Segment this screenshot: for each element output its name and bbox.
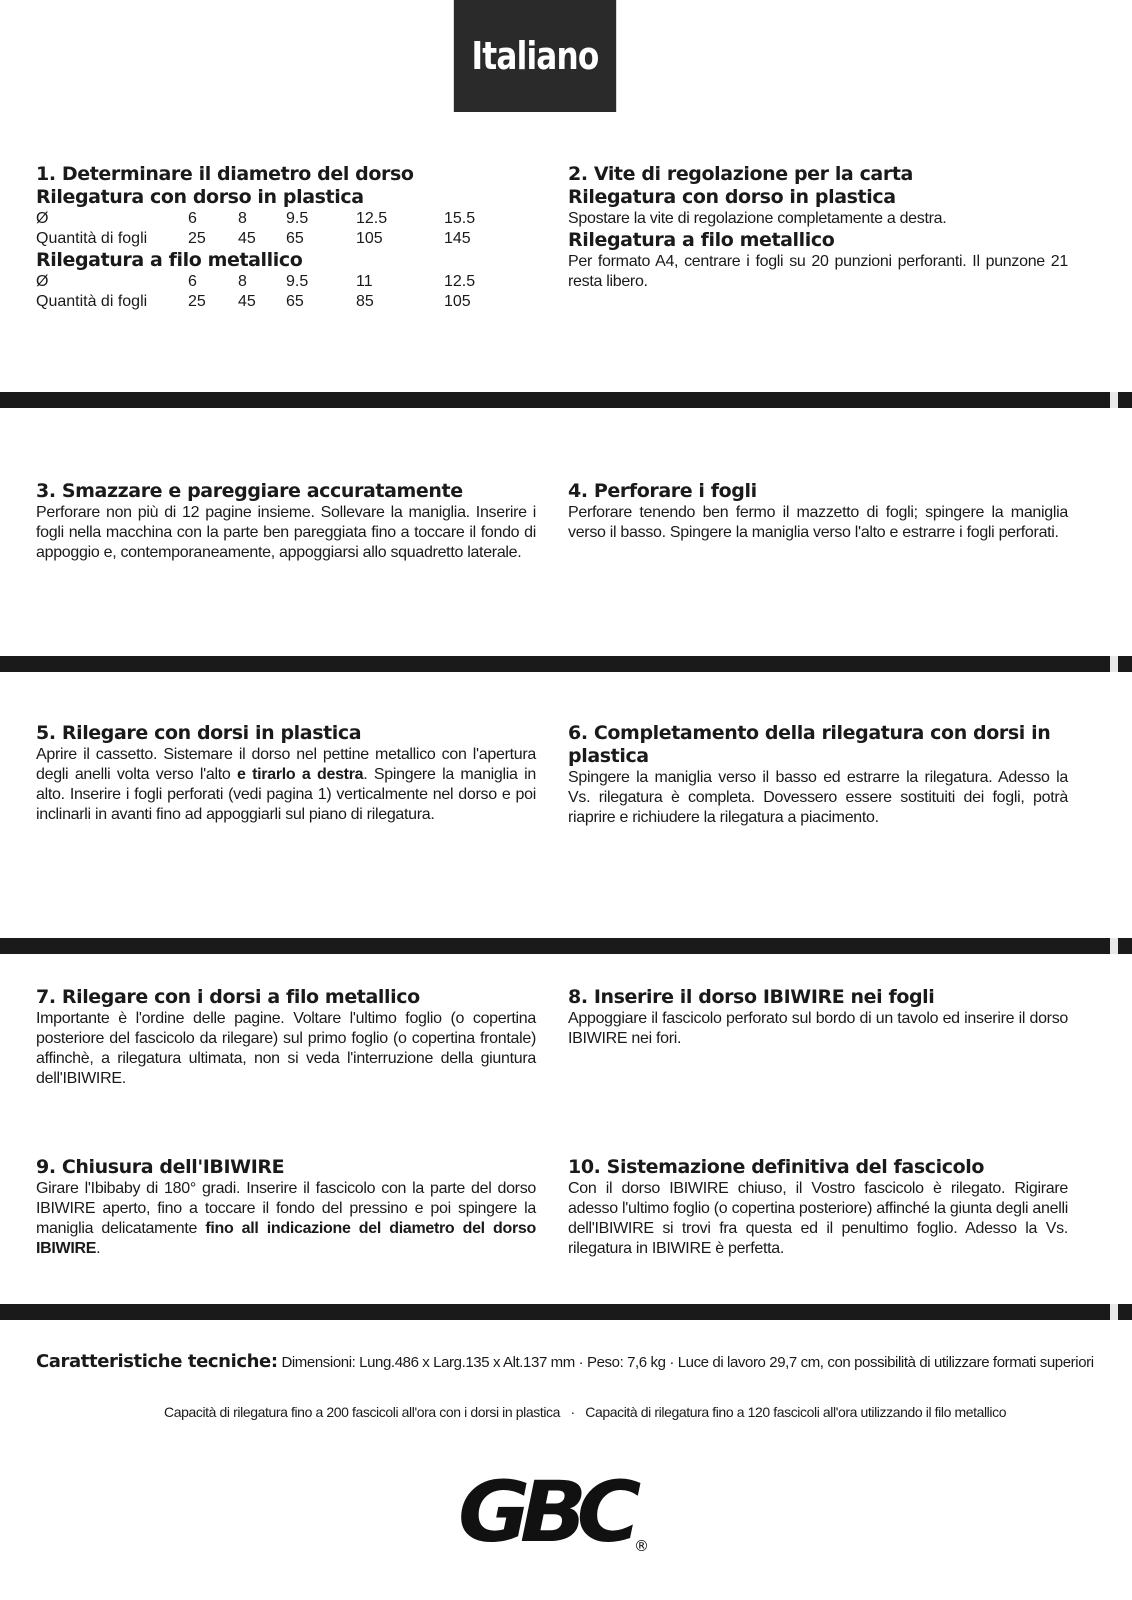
section-2 xyxy=(568,163,1068,292)
wire-spec-table xyxy=(36,272,475,312)
text-run: Aprire il cassetto. Sistemare il dorso nel pettine metallico con l'apertura degli anelli volta verso l'alto xyxy=(36,746,536,783)
tech-specs-label: Caratteristiche tecniche: xyxy=(36,1351,278,1372)
table-cell: 15.5 xyxy=(444,210,476,227)
table-cell: Quantità di fogli xyxy=(36,230,148,247)
section-3-title: 3. Smazzare e pareggiare accuratamente xyxy=(36,480,463,502)
capacity-separator: · xyxy=(570,1404,575,1420)
section-3 xyxy=(36,480,536,563)
table-cell: 12.5 xyxy=(356,210,388,227)
table-cell: 45 xyxy=(238,230,256,247)
table-cell: 105 xyxy=(444,293,471,310)
table-row xyxy=(36,229,475,249)
section-9-title: 9. Chiusura dell'IBIWIRE xyxy=(36,1156,285,1178)
capacity-line xyxy=(164,1404,1006,1420)
section-7-title: 7. Rilegare con i dorsi a filo metallico xyxy=(36,986,420,1008)
section-6-text: Spingere la maniglia verso il basso ed estrarre la rilegatura. Adesso la Vs. rilegatura è completa. Dovessero essere sostituiti dei fogli, potrà riaprire e richiudere la rilegatura a piacimento. xyxy=(568,769,1068,826)
section-9-text xyxy=(36,1179,536,1259)
table-cell: 9.5 xyxy=(286,210,309,227)
section-5-text xyxy=(36,745,536,825)
table-cell: 6 xyxy=(188,273,197,290)
table-cell: 105 xyxy=(356,230,383,247)
section-1-wire-title: Rilegatura a filo metallico xyxy=(36,249,303,271)
table-cell: 25 xyxy=(188,293,206,310)
language-banner xyxy=(454,0,616,112)
plastic-spec-table xyxy=(36,209,475,249)
section-2-wire-title: Rilegatura a filo metallico xyxy=(568,229,835,251)
table-row xyxy=(36,209,475,229)
section-3-text: Perforare non più di 12 pagine insieme. Sollevare la maniglia. Inserire i fogli nella macchina con la parte ben pareggiata fino a toccare il fondo di appoggio e, contemporaneamente, appoggiarsi allo squadretto laterale. xyxy=(36,504,536,561)
table-row xyxy=(36,272,475,292)
table-cell: 45 xyxy=(238,293,256,310)
divider xyxy=(0,392,1132,408)
section-2-title: 2. Vite di regolazione per la carta xyxy=(568,163,913,185)
section-4-text: Perforare tenendo ben fermo il mazzetto di fogli; spingere la maniglia verso il basso. Spingere la maniglia verso l'alto e estrarre i fogli perforati. xyxy=(568,504,1068,541)
section-8-title: 8. Inserire il dorso IBIWIRE nei fogli xyxy=(568,986,935,1008)
table-cell: Ø xyxy=(36,210,49,227)
table-cell: 145 xyxy=(444,230,471,247)
table-cell: 11 xyxy=(356,273,373,290)
section-10-text: Con il dorso IBIWIRE chiuso, il Vostro fascicolo è rilegato. Rigirare adesso l'ultimo foglio (o copertina posteriore) affinché la giunta degli anelli dell'IBIWIRE si trovi fra questa ed il penultimo foglio. Adesso la Vs. rilegatura in IBIWIRE è perfetta. xyxy=(568,1180,1068,1257)
section-2-wire-text: Per formato A4, centrare i fogli su 20 punzioni perforanti. Il punzone 21 resta libero. xyxy=(568,253,1068,290)
table-cell: 85 xyxy=(356,293,374,310)
section-4 xyxy=(568,480,1068,543)
table-cell: 6 xyxy=(188,210,197,227)
table-cell: Ø xyxy=(36,273,49,290)
section-6 xyxy=(568,722,1068,828)
section-5 xyxy=(36,722,536,825)
table-cell: 8 xyxy=(238,273,247,290)
text-run: Girare l'Ibibaby di 180° gradi. Inserire il fascicolo con la parte del dorso IBIWIRE aperto, fino a toccare il fondo del pressino e poi spingere la maniglia delicatamente xyxy=(36,1180,536,1237)
table-cell: Quantità di fogli xyxy=(36,293,148,310)
section-7 xyxy=(36,986,536,1089)
text-run: . xyxy=(96,1240,101,1257)
table-row xyxy=(36,292,475,312)
section-2-plastic-text: Spostare la vite di regolazione completamente a destra. xyxy=(568,210,947,227)
section-2-plastic-title: Rilegatura con dorso in plastica xyxy=(568,186,896,208)
tech-specs-text: Dimensioni: Lung.486 x Larg.135 x Alt.137 mm · Peso: 7,6 kg · Luce di lavoro 29,7 cm, con possibilità di utilizzare formati superiori xyxy=(281,1354,1094,1371)
table-cell: 8 xyxy=(238,210,247,227)
section-8 xyxy=(568,986,1068,1049)
table-cell: 12.5 xyxy=(444,273,476,290)
divider xyxy=(0,656,1132,672)
capacity-wire: Capacità di rilegatura fino a 120 fascicoli all'ora utilizzando il filo metallico xyxy=(585,1404,1007,1420)
section-7-text: Importante è l'ordine delle pagine. Voltare l'ultimo foglio (o copertina posteriore del fascicolo da rilegare) sul primo foglio (o copertina frontale) affinchè, a rilegatura ultimata, non si veda l'interruzione della giuntura dell'IBIWIRE. xyxy=(36,1010,536,1087)
registered-mark: ® xyxy=(634,1537,649,1555)
section-9 xyxy=(36,1156,536,1259)
section-1 xyxy=(36,163,536,312)
section-1-plastic-title: Rilegatura con dorso in plastica xyxy=(36,186,364,208)
section-6-title: 6. Completamento della rilegatura con dorsi in plastica xyxy=(568,722,1051,767)
tech-specs xyxy=(36,1351,1094,1372)
section-8-text: Appoggiare il fascicolo perforato sul bordo di un tavolo ed inserire il dorso IBIWIRE nei fori. xyxy=(568,1010,1068,1047)
section-1-title: 1. Determinare il diametro del dorso xyxy=(36,163,414,185)
section-5-title: 5. Rilegare con dorsi in plastica xyxy=(36,722,362,744)
logo-text: GBC xyxy=(458,1465,631,1555)
language-title: Italiano xyxy=(471,34,599,78)
bold-run: fino all indicazione del diametro del dorso IBIWIRE xyxy=(36,1220,536,1257)
divider xyxy=(0,938,1132,954)
bold-run: e tirarlo a destra xyxy=(237,766,364,783)
text-run: . Spingere la maniglia in alto. Inserire i fogli perforati (vedi pagina 1) verticalmente nel dorso e poi inclinarli in avanti fino ad appoggiarli sul piano di rilegatura. xyxy=(36,766,536,823)
section-4-title: 4. Perforare i fogli xyxy=(568,480,757,502)
table-cell: 25 xyxy=(188,230,206,247)
divider xyxy=(0,1304,1132,1320)
table-cell: 9.5 xyxy=(286,273,309,290)
gbc-logo xyxy=(458,1465,658,1555)
section-10 xyxy=(568,1156,1068,1259)
capacity-plastic: Capacità di rilegatura fino a 200 fascicoli all'ora con i dorsi in plastica xyxy=(164,1404,561,1420)
table-cell: 65 xyxy=(286,230,304,247)
section-10-title: 10. Sistemazione definitiva del fascicolo xyxy=(568,1156,985,1178)
table-cell: 65 xyxy=(286,293,304,310)
